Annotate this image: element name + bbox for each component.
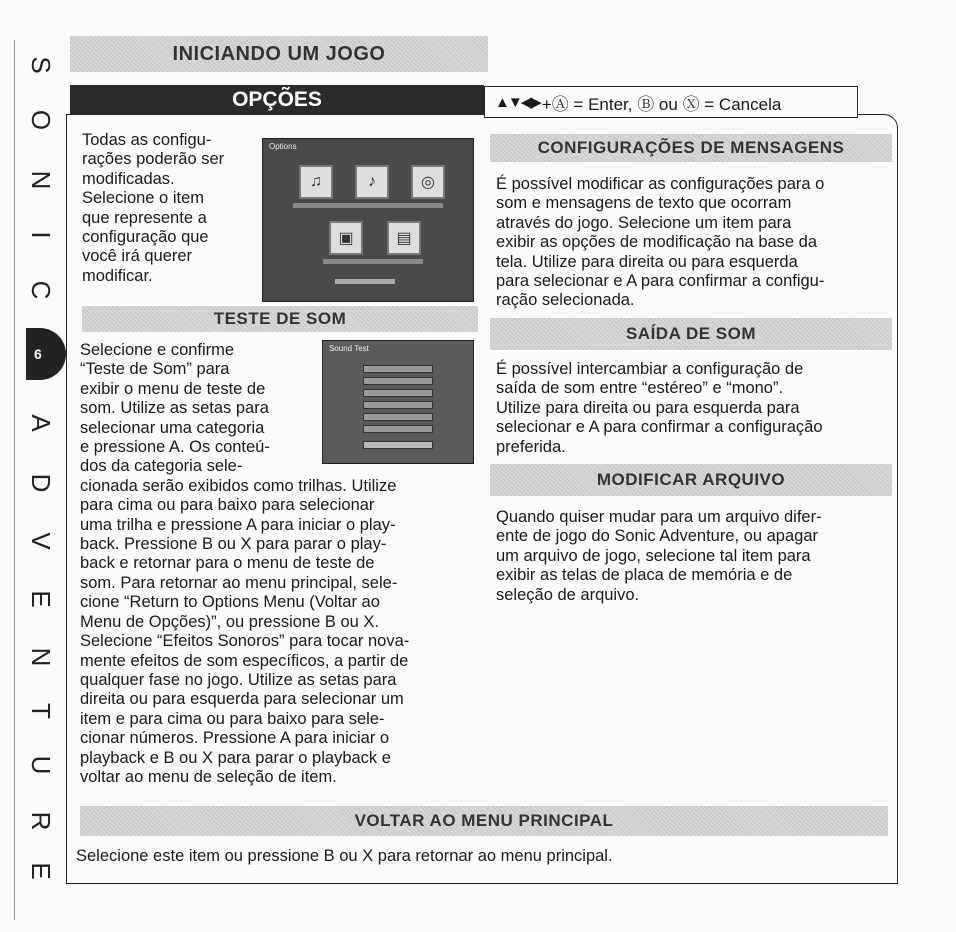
side-letter: R [26,811,56,831]
side-letter: T [26,703,56,719]
messages-tile-icon: ◎ [411,165,445,199]
page-number-tab: 6 [26,328,66,380]
tile-caption-row [323,259,423,264]
side-letter: A [26,414,56,432]
side-title [28,52,54,882]
return-option [335,279,395,284]
options-screenshot [262,138,474,302]
section-title-opcoes: OPÇÕES [70,85,484,115]
section-header-voltar: VOLTAR AO MENU PRINCIPAL [80,806,888,836]
page-header: INICIANDO UM JOGO [70,36,488,72]
side-letter: O [26,109,56,131]
options-screenshot-label: Options [269,142,297,151]
section-header-modificar-arquivo: MODIFICAR ARQUIVO [490,464,892,496]
side-letter: N [26,647,56,667]
voltar-text: Selecione este item ou pressione B ou X para retornar ao menu principal. [76,847,613,865]
side-letter: E [26,590,56,608]
sound-output-tile-icon: ♪ [355,165,389,199]
side-letter: I [26,231,56,239]
controls-legend [484,86,858,118]
memory-card-tile-icon: ▤ [387,221,421,255]
side-letter: S [26,56,56,74]
tile-caption-row [293,203,443,208]
section-header-teste-de-som: TESTE DE SOM [82,306,478,332]
side-letter: C [26,280,56,300]
controls-legend-text: +Ⓐ = Enter, Ⓑ ou Ⓧ = Cancela [541,94,782,114]
teste-de-som-text: Selecione e confirme “Teste de Som” para exibir o menu de teste de som. Utilize as setas para selecionar uma categoria e pressione A. Os conteú- dos da categoria sele- cionada serão exibidos como trilhas. Utilize para cima ou para baixo para selecionar uma trilha e pressione A para iniciar o play- back. Pressione B ou X para parar o play- back e retornar para o menu de teste de som. Para retornar ao menu principal, sele- cione “Return to Options Menu (Voltar ao Menu de Opções)”, ou pressione B ou X. Selecione “Efeitos Sonoros” para tocar nova- mente efeitos de som específicos, a partir de qualquer fase no jogo. Utilize as setas para direita ou para esquerda para selecionar um item e para cima ou para baixo para sele- cionar números. Pressione A para iniciar o playback e B ou X para parar o playback e voltar ao menu de seleção de item. [80,341,410,786]
side-letter: E [26,862,56,880]
side-letter: V [26,532,56,550]
saida-de-som-text: É possível intercambiar a configuração de saída de som entre “estéreo” e “mono”. Utilize para direita ou para esquerda para selecionar e A para confirmar a configuração preferida. [496,360,823,456]
sound-tile-icon: ♫ [299,165,333,199]
side-letter: N [26,170,56,190]
configuracoes-text: É possível modificar as configurações para o som e mensagens de texto que ocorram através do jogo. Selecione um item para exibir as opções de modificação na base da tela. Utilize para direita ou para esquerda para selecionar e A para confirmar a configu- ração selecionada. [496,175,825,310]
side-letter: U [26,755,56,775]
sound-test-screenshot-label: Sound Test [329,344,369,353]
modificar-arquivo-text: Quando quiser mudar para um arquivo difer- ente de jogo do Sonic Adventure, ou apagar um arquivo de jogo, selecione tal item para exibir as telas de placa de memória e de seleção de arquivo. [496,508,822,604]
side-letter: D [26,473,56,493]
section-header-configuracoes: CONFIGURAÇÕES DE MENSAGENS [490,134,892,162]
section-header-saida-de-som: SAÍDA DE SOM [490,318,892,350]
intro-text: Todas as configu- rações poderão ser modificadas. Selecione o item que represente a configuração que você irá querer modificar. [82,131,225,285]
arrow-keys-icon: ▲▼◀▶ [495,94,540,111]
speaker-tile-icon: ▣ [329,221,363,255]
margin-line [14,40,15,920]
